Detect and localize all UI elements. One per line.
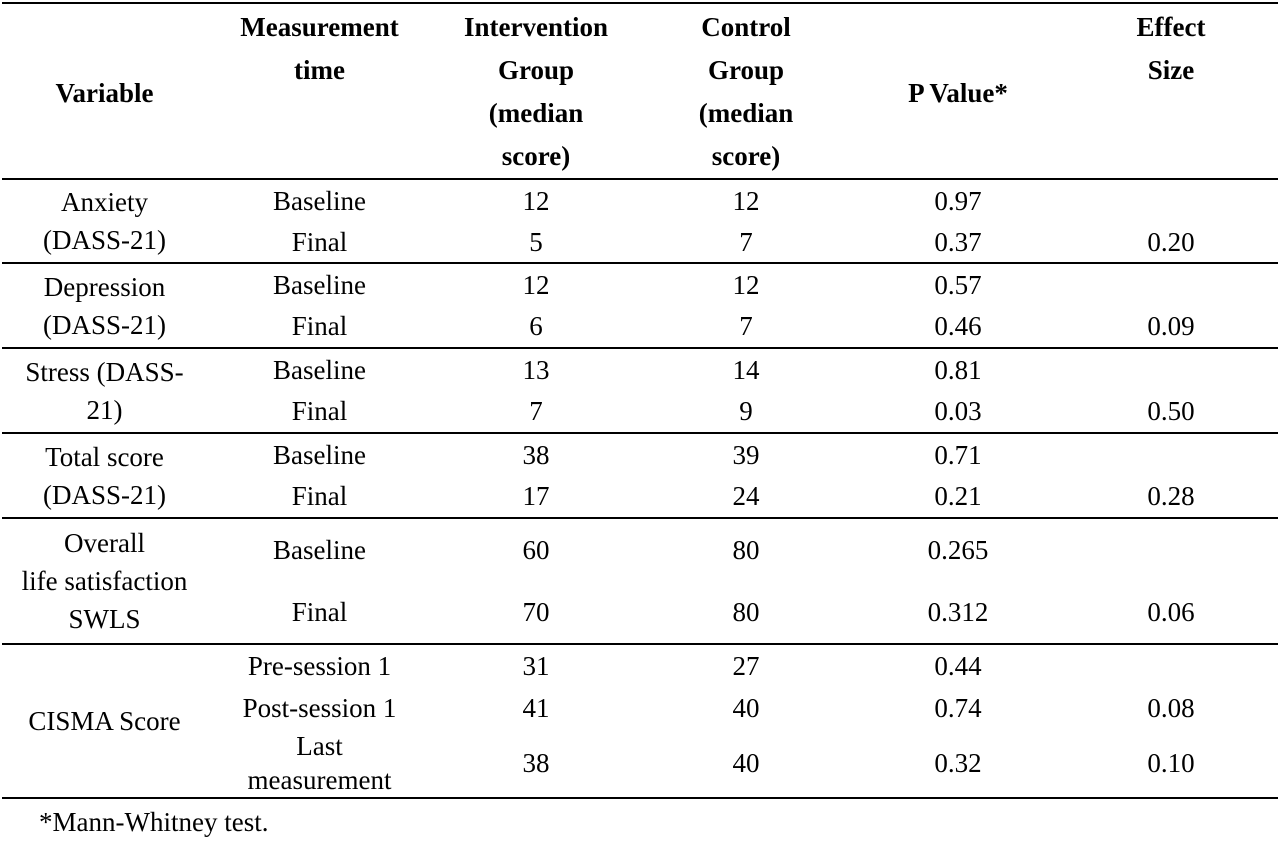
effect-size-cell: 0.08	[1147, 693, 1195, 723]
effect-size-cell: 0.28	[1147, 481, 1195, 511]
measurement-time-cell: Post-session 1	[242, 693, 397, 723]
p-value-cell: 0.97	[934, 185, 982, 216]
effect-size-cell	[1064, 518, 1278, 581]
p-value-cell: 0.71	[934, 439, 982, 470]
table-group	[2, 348, 1278, 433]
intervention-cell: 70	[522, 597, 550, 627]
measurement-time-cell: Last measurement	[247, 731, 392, 795]
table-header	[2, 3, 1278, 179]
table-row	[2, 518, 1278, 581]
effect-size-cell	[1064, 179, 1278, 221]
intervention-cell: 38	[522, 439, 550, 470]
intervention-cell: 41	[522, 693, 550, 723]
effect-size-cell: 0.06	[1147, 597, 1195, 627]
measurement-time-cell: Baseline	[273, 535, 366, 565]
p-value-cell: 0.74	[934, 693, 982, 723]
measurement-time-cell: Pre-session 1	[247, 651, 392, 681]
p-value-cell: 0.81	[934, 354, 982, 385]
p-value-cell: 0.265	[927, 535, 989, 565]
measurement-time-cell: Final	[291, 311, 348, 341]
p-value-cell: 0.46	[934, 311, 982, 341]
control-cell: 40	[732, 748, 760, 778]
table-row	[2, 263, 1278, 305]
header-row	[2, 3, 1278, 179]
table-group	[2, 518, 1278, 644]
header-p-value: P Value*	[908, 77, 1008, 108]
p-value-cell: 0.21	[934, 481, 982, 511]
table-group	[2, 179, 1278, 263]
intervention-cell: 5	[529, 226, 543, 257]
measurement-time-cell: Baseline	[273, 439, 366, 470]
results-table	[2, 2, 1278, 799]
p-value-cell: 0.03	[934, 396, 982, 426]
measurement-time-cell: Baseline	[273, 354, 366, 385]
intervention-cell: 31	[522, 651, 550, 681]
control-cell: 40	[732, 693, 760, 723]
intervention-cell: 17	[522, 481, 550, 511]
footnote: *Mann-Whitney test.	[39, 807, 269, 837]
effect-size-cell: 0.50	[1147, 396, 1195, 426]
control-cell: 12	[732, 269, 760, 300]
variable-cell: CISMA Score	[28, 706, 181, 736]
table-group	[2, 263, 1278, 348]
effect-size-cell: 0.10	[1147, 748, 1195, 778]
measurement-time-cell: Final	[291, 226, 348, 257]
table-row	[2, 348, 1278, 390]
p-value-cell: 0.32	[934, 748, 982, 778]
control-cell: 12	[732, 185, 760, 216]
intervention-cell: 12	[522, 269, 550, 300]
measurement-time-cell: Baseline	[273, 269, 366, 300]
table-group	[2, 433, 1278, 518]
effect-size-cell	[1064, 644, 1278, 687]
intervention-cell: 60	[522, 535, 550, 565]
control-cell: 80	[732, 597, 760, 627]
effect-size-cell	[1064, 263, 1278, 305]
intervention-cell: 6	[529, 311, 543, 341]
control-cell: 24	[732, 481, 760, 511]
control-cell: 80	[732, 535, 760, 565]
header-effect-size: Effect Size	[1136, 12, 1206, 85]
measurement-time-cell: Final	[291, 481, 348, 511]
p-value-cell: 0.37	[934, 226, 982, 257]
effect-size-cell: 0.09	[1147, 311, 1195, 341]
control-cell: 14	[732, 354, 760, 385]
table-row	[2, 644, 1278, 687]
effect-size-cell	[1064, 348, 1278, 390]
p-value-cell: 0.312	[927, 597, 989, 627]
header-control-group: Control Group (median score)	[698, 12, 794, 171]
variable-cell: Stress (DASS- 21)	[25, 356, 184, 425]
p-value-cell: 0.57	[934, 269, 982, 300]
measurement-time-cell: Final	[291, 597, 348, 627]
control-cell: 7	[739, 311, 753, 341]
table-group	[2, 644, 1278, 798]
variable-cell: Anxiety (DASS-21)	[42, 187, 166, 255]
effect-size-cell: 0.20	[1147, 226, 1195, 257]
header-variable: Variable	[55, 77, 154, 108]
table-row	[2, 433, 1278, 475]
variable-cell: Total score (DASS-21)	[42, 441, 166, 510]
control-cell: 27	[732, 651, 760, 681]
effect-size-cell	[1064, 433, 1278, 475]
header-measurement-time: Measurement time	[240, 12, 399, 85]
measurement-time-cell: Baseline	[273, 185, 366, 216]
intervention-cell: 38	[522, 748, 550, 778]
intervention-cell: 13	[522, 354, 550, 385]
measurement-time-cell: Final	[291, 396, 348, 426]
intervention-cell: 7	[529, 396, 543, 426]
control-cell: 9	[739, 396, 753, 426]
table-row	[2, 179, 1278, 221]
variable-cell: Depression (DASS-21)	[42, 271, 166, 340]
intervention-cell: 12	[522, 185, 550, 216]
variable-cell: Overall life satisfaction SWLS	[21, 528, 188, 634]
header-intervention-group: Intervention Group (median score)	[464, 12, 608, 171]
control-cell: 7	[739, 226, 753, 257]
control-cell: 39	[732, 439, 760, 470]
p-value-cell: 0.44	[934, 651, 982, 681]
